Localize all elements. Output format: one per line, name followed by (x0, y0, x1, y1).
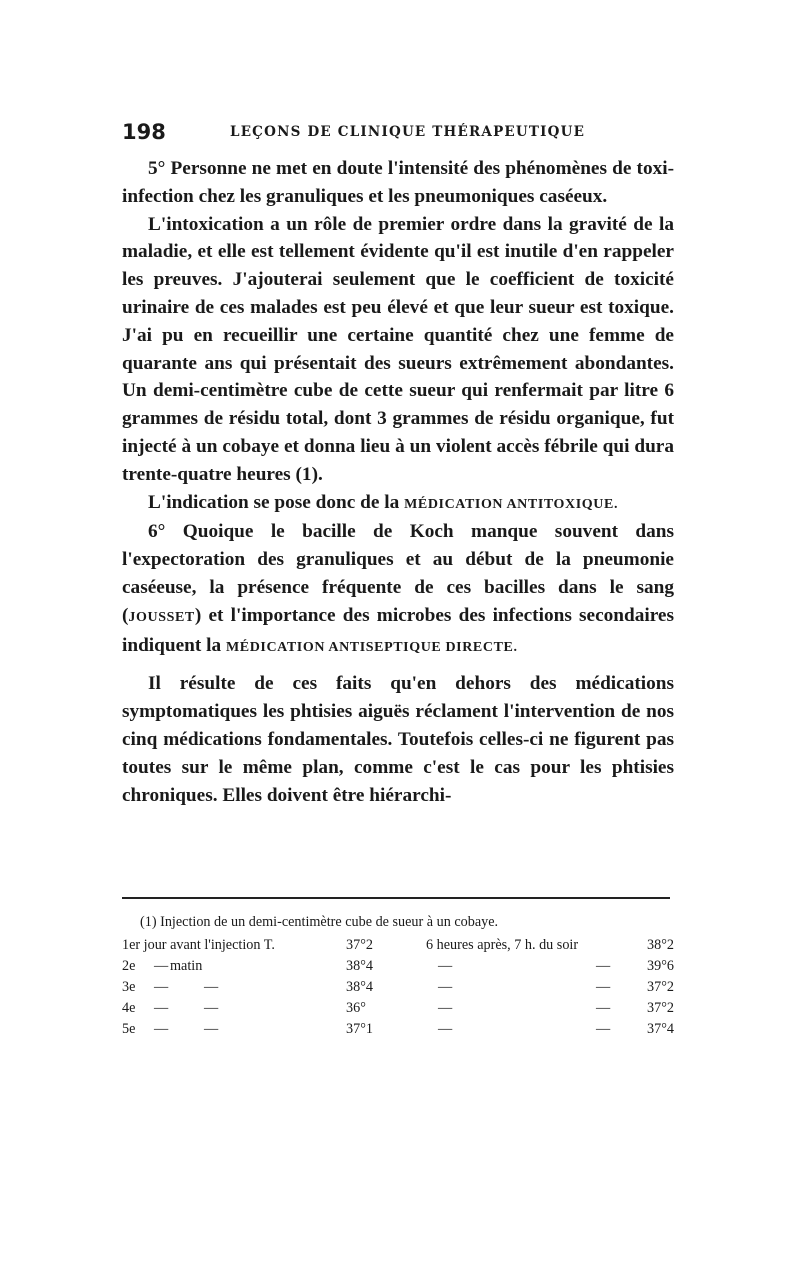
row-time-1: matin (170, 958, 203, 974)
row-time-1: — (204, 979, 219, 995)
row-dash: — (154, 1000, 169, 1016)
row-temp-1: 38°4 (346, 979, 373, 995)
row-day: 2e (122, 958, 136, 974)
row-day: 5e (122, 1021, 136, 1037)
author-jousset: JOUSSET (128, 609, 195, 625)
row-temp-1: 38°4 (346, 958, 373, 974)
paragraph-5: 5° Personne ne met en doute l'intensité des phénomènes de toxi-infection chez les granuliques et les pneumoniques caséeux. (122, 158, 674, 207)
row-day: 3e (122, 979, 136, 995)
row-temp-1: 36° (346, 1000, 366, 1016)
row-dash-2: — (438, 1021, 453, 1037)
footnote-title: (1) Injection de un demi-centimètre cube de sueur à un cobaye. (140, 914, 499, 930)
row-temp-2: 38°2 (647, 937, 674, 953)
footnote-rule (122, 897, 670, 899)
body-text (122, 155, 674, 809)
paragraph-6 (122, 518, 674, 661)
medication-antitoxique: MÉDICATION ANTITOXIQUE. (404, 496, 619, 512)
footnote-row-3 (122, 977, 674, 998)
row-temp-2: 37°4 (647, 1021, 674, 1037)
row-dash-3: — (596, 979, 611, 995)
row-temp-1: 37°2 (346, 937, 373, 953)
row-dash: — (154, 1021, 169, 1037)
koch-text-mid: ) et l'importance des microbes des infections secondaires indiquent la (122, 604, 674, 656)
footnote-row-4 (122, 998, 674, 1019)
row-dash-3: — (596, 958, 611, 974)
row-dash-2: — (438, 958, 453, 974)
paragraph-conclusion: Il résulte de ces faits qu'en dehors des médications symptomatiques les phtisies aiguës réclament l'intervention de nos cinq médications fondamentales. Toutefois celles-ci ne figurent pas toutes sur le même plan, comme c'est le cas pour les phtisies chroniques. Elles doivent être hiérarchi- (122, 673, 674, 806)
paragraph-indication (122, 489, 674, 519)
page-header (122, 120, 682, 146)
row-dash: — (154, 979, 169, 995)
row-time-1: — (204, 1021, 219, 1037)
medication-antiseptique: MÉDICATION ANTISEPTIQUE DIRECTE. (225, 639, 518, 655)
row-day: 1er jour avant l'injection T. (122, 937, 275, 953)
koch-text: 6° Quoique le bacille de Koch manque souvent dans l'expectoration des granuliques et au début de la pneumonie caséeuse, la présence fréquente de ces bacilles dans le sang ( (122, 521, 674, 626)
row-temp-2: 37°2 (647, 1000, 674, 1016)
row-dash: — (154, 958, 169, 974)
row-time-2: 6 heures après, 7 h. du soir (426, 937, 579, 953)
row-temp-2: 39°6 (647, 958, 674, 974)
footnote-row-5 (122, 1019, 674, 1040)
row-temp-1: 37°1 (346, 1021, 373, 1037)
running-title: LEÇONS DE CLINIQUE THÉRAPEUTIQUE (230, 124, 586, 140)
row-dash-2: — (438, 1000, 453, 1016)
row-dash-3: — (596, 1000, 611, 1016)
row-dash-2: — (438, 979, 453, 995)
row-temp-2: 37°2 (647, 979, 674, 995)
footnote-row-1 (122, 935, 674, 956)
indication-text: L'indication se pose donc de la (148, 491, 405, 513)
row-dash-3: — (596, 1021, 611, 1037)
page-number: 198 (122, 120, 166, 144)
row-day: 4e (122, 1000, 136, 1016)
paragraph-intoxication: L'intoxication a un rôle de premier ordre dans la gravité de la maladie, et elle est tellement évidente qu'il est inutile d'en rappeler les preuves. J'ajouterai seulement que le coefficient de toxicité urinaire de ces malades est peu élevé et que leur sueur est toxique. J'ai pu en recueillir une certaine quantité chez une femme de quarante ans qui présentait des sueurs extrêmement abondantes. Un demi-centimètre cube de cette sueur qui renfermait par litre 6 grammes de résidu total, dont 3 grammes de résidu organique, fut injecté à un cobaye et donna lieu à un violent accès fébrile qui dura trente-quatre heures (1). (122, 213, 674, 485)
row-time-1: — (204, 1000, 219, 1016)
footnote (122, 912, 674, 1040)
footnote-row-2 (122, 956, 674, 977)
